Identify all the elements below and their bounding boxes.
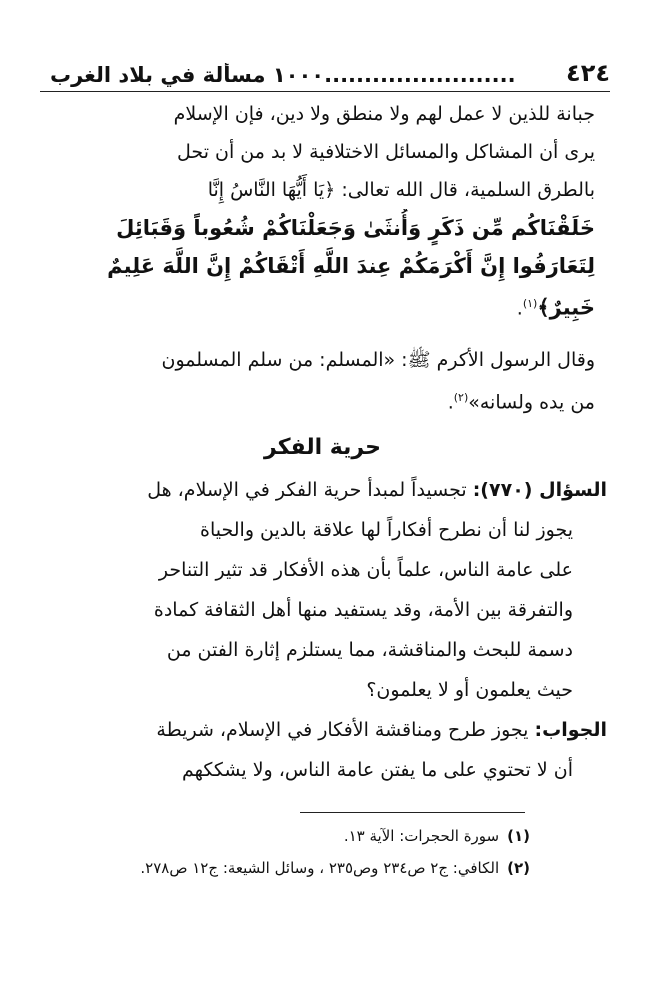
- page-header: [40, 52, 610, 92]
- footnote: [40, 820, 530, 852]
- hadith-line: من يده ولسانه»: [468, 391, 595, 414]
- question-line: على عامة الناس، علماً بأن هذه الأفكار قد تثير التناحر: [158, 559, 573, 581]
- text-line: يرى أن المشاكل والمسائل الاختلافية لا بد من أن تحل: [177, 141, 595, 163]
- book-title: ١٠٠٠ مسألة في بلاد الغرب: [50, 63, 325, 87]
- quran-verse-line: لِتَعَارَفُوا إِنَّ أَكْرَمَكُمْ عِندَ اللَّهِ أَتْقَاكُمْ إِنَّ اللَّهَ عَلِيمٌ: [107, 254, 595, 278]
- text-line: بالطرق السلمية، قال الله تعالى: ﴿يَا أَيُّهَا النَّاسُ إِنَّا: [207, 179, 595, 201]
- question-line: والتفرقة بين الأمة، وقد يستفيد منها أهل الثقافة كمادة: [153, 599, 573, 621]
- question-line: دسمة للبحث والمناقشة، مما يستلزم إثارة الفتن من: [166, 639, 573, 661]
- footnote-text: سورة الحجرات: الآية ١٣.: [343, 827, 500, 845]
- question-line: يجوز لنا أن نطرح أفكاراً لها علاقة بالدين والحياة: [200, 519, 573, 541]
- answer-line: أن لا تحتوي على ما يفتن عامة الناس، ولا يشككهم: [182, 759, 573, 781]
- hadith-line: وقال الرسول الأكرم ﷺ: «المسلم: من سلم المسلمون: [161, 349, 595, 372]
- footnote-number: (٢): [507, 859, 530, 877]
- quran-verse-line: خَلَقْنَاكُم مِّن ذَكَرٍ وَأُنثَىٰ وَجَعَلْنَاكُمْ شُعُوباً وَقَبَائِلَ: [116, 216, 595, 240]
- footnote-ref: (١): [522, 297, 538, 310]
- question-line: حيث يعلمون أو لا يعلمون؟: [366, 679, 573, 701]
- quran-verse-line: خَبِيرٌ﴾: [537, 295, 595, 320]
- footnotes: [40, 820, 530, 884]
- question-answer: [38, 470, 607, 790]
- answer-label: الجواب:: [534, 719, 607, 741]
- running-title: [40, 63, 566, 87]
- footnote-number: (١): [507, 827, 530, 845]
- question-label: السؤال (٧٧٠):: [472, 479, 607, 501]
- answer-line: يجوز طرح ومناقشة الأفكار في الإسلام، شريطة: [156, 719, 529, 741]
- section-title: حرية الفكر: [264, 435, 381, 460]
- footnote-text: الكافي: ج٢ ص٢٣٤ وص٢٣٥ ، وسائل الشيعة: ج١٢ ص٢٧٨.: [140, 859, 500, 877]
- footnote-divider: [300, 812, 525, 813]
- page-number: ٤٢٤: [566, 59, 610, 87]
- footnote-ref: (٢): [453, 391, 469, 405]
- text-line: جبانة للذين لا عمل لهم ولا منطق ولا دين، فإن الإسلام: [173, 103, 595, 125]
- main-paragraphs: جبانة للذين لا عمل لهم ولا منطق ولا دين، فإن الإسلام يرى أن المشاكل والمسائل الاختلافية لا بد من أن تحل بالطرق السلمية، قال الله تعالى: ﴿يَا أَيُّهَا النَّاسُ إِنَّا خَلَقْنَاكُم مِّن ذَكَرٍ وَأُنثَىٰ وَجَعَلْنَاكُمْ شُعُوباً وَقَبَائِلَ لِتَعَارَفُوا إِنَّ أَكْرَمَكُمْ عِندَ اللَّهِ أَتْقَاكُمْ إِنَّ اللَّهَ عَلِيمٌ خَبِيرٌ﴾$^{(١)}$. وقال الرسول الأكرم ﷺ: «المسلم: من سلم المسلمون من يده ولسانه»$^{(٢)}$.: [38, 95, 595, 422]
- question-line: تجسيداً لمبدأ حرية الفكر في الإسلام، هل: [147, 479, 467, 501]
- footnote: [40, 852, 530, 884]
- leader-dots: ........................: [324, 63, 516, 87]
